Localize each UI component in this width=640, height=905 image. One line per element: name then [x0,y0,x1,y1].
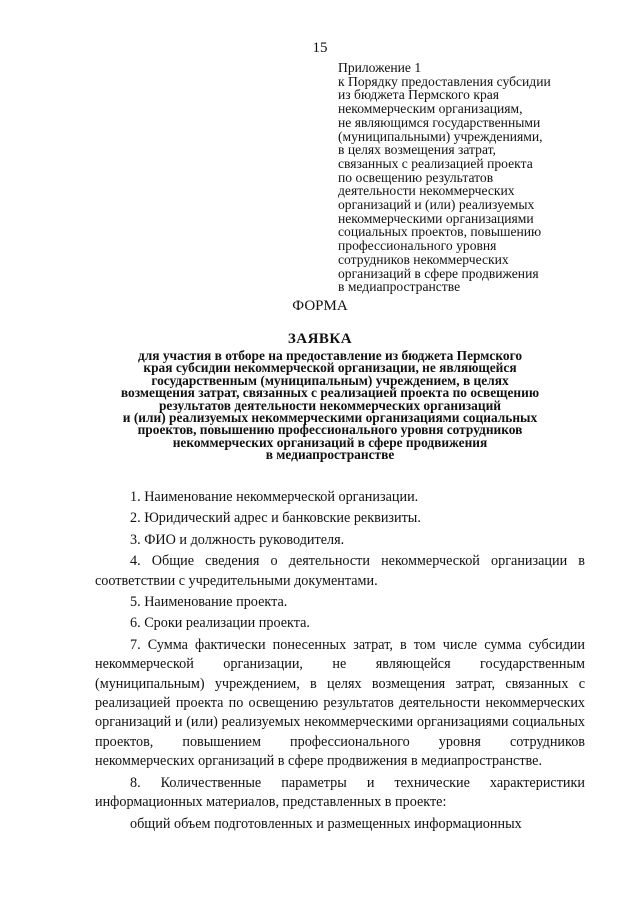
subtitle-line: и (или) реализуемых некоммерческими организациями социальных [122,410,538,426]
page-number: 15 [312,40,328,56]
appendix-line: некоммерческим организациям, [338,101,523,117]
appendix-line: из бюджета Пермского края [338,87,500,103]
subtitle-line: в медиапространстве [265,447,395,463]
document-title: ЗАЯВКА [287,331,353,347]
list-item: 4. Общие сведения о деятельности некоммерческой организации в соответствии с учредительными документами. [95,553,585,589]
appendix-line: деятельности некоммерческих [338,183,515,199]
form-label: ФОРМА [292,298,348,314]
appendix-block [338,61,628,294]
appendix-line: социальных проектов, повышению [338,224,542,240]
list-item: 3. ФИО и должность руководителя. [130,531,345,548]
subtitle-line: возмещения затрат, связанных с реализацией проекта по освещению [120,385,540,401]
list-item: 1. Наименование некоммерческой организации. [130,489,419,505]
appendix-line: профессионального уровня [338,238,497,254]
list-item: 5. Наименование проекта. [130,594,288,611]
appendix-line: некоммерческими организациями [338,210,534,226]
appendix-line: сотрудников некоммерческих [338,251,509,267]
appendix-line: в медиапространстве [338,279,461,295]
appendix-line: не являющимся государственными [338,114,541,130]
subtitle-line: проектов, повышению профессионального уровня сотрудников [137,422,523,438]
appendix-line: к Порядку предоставления субсидии [338,73,551,89]
document-subtitle [80,350,580,462]
appendix-line: организаций в сфере продвижения [338,265,539,281]
list-item: 6. Сроки реализации проекта. [130,615,310,632]
appendix-line: организаций и (или) реализуемых [338,197,535,213]
subtitle-line: государственным (муниципальным) учреждением, в целях [151,372,509,388]
list-item: 8. Количественные параметры и технические характеристики информационных материалов, представленных в проекте: [95,774,585,811]
subtitle-line: для участия в отборе на предоставление из бюджета Пермского [137,348,523,363]
appendix-line: Приложение 1 [338,60,422,75]
subtitle-line: края субсидии некоммерческой организации, не являющейся [143,360,517,376]
document-body [95,488,585,834]
list-item: 2. Юридический адрес и банковские реквизиты. [130,510,421,527]
subtitle-line: некоммерческих организаций в сфере продвижения [172,434,488,450]
appendix-line: в целях возмещения затрат, [338,142,496,158]
list-item: 7. Сумма фактически понесенных затрат, в том числе сумма субсидии некоммерческой организации, не являющейся государственным (муниципальным) учреждением, в целях возмещения затрат, связанных с реализацией проекта по освещению результатов деятельности некоммерческих организаций и (или) реализуемых некоммерческими организациями социальных проектов, повышением профессионального уровня сотрудников некоммерческих организаций в сфере продвижения в медиапространстве. [95,636,585,770]
appendix-line: (муниципальными) учреждениями, [338,128,543,144]
appendix-line: по освещению результатов [338,169,494,185]
list-item: общий объем подготовленных и размещенных информационных [130,815,522,832]
appendix-line: связанных с реализацией проекта [338,155,533,171]
subtitle-line: результатов деятельности некоммерческих организаций [158,397,502,413]
